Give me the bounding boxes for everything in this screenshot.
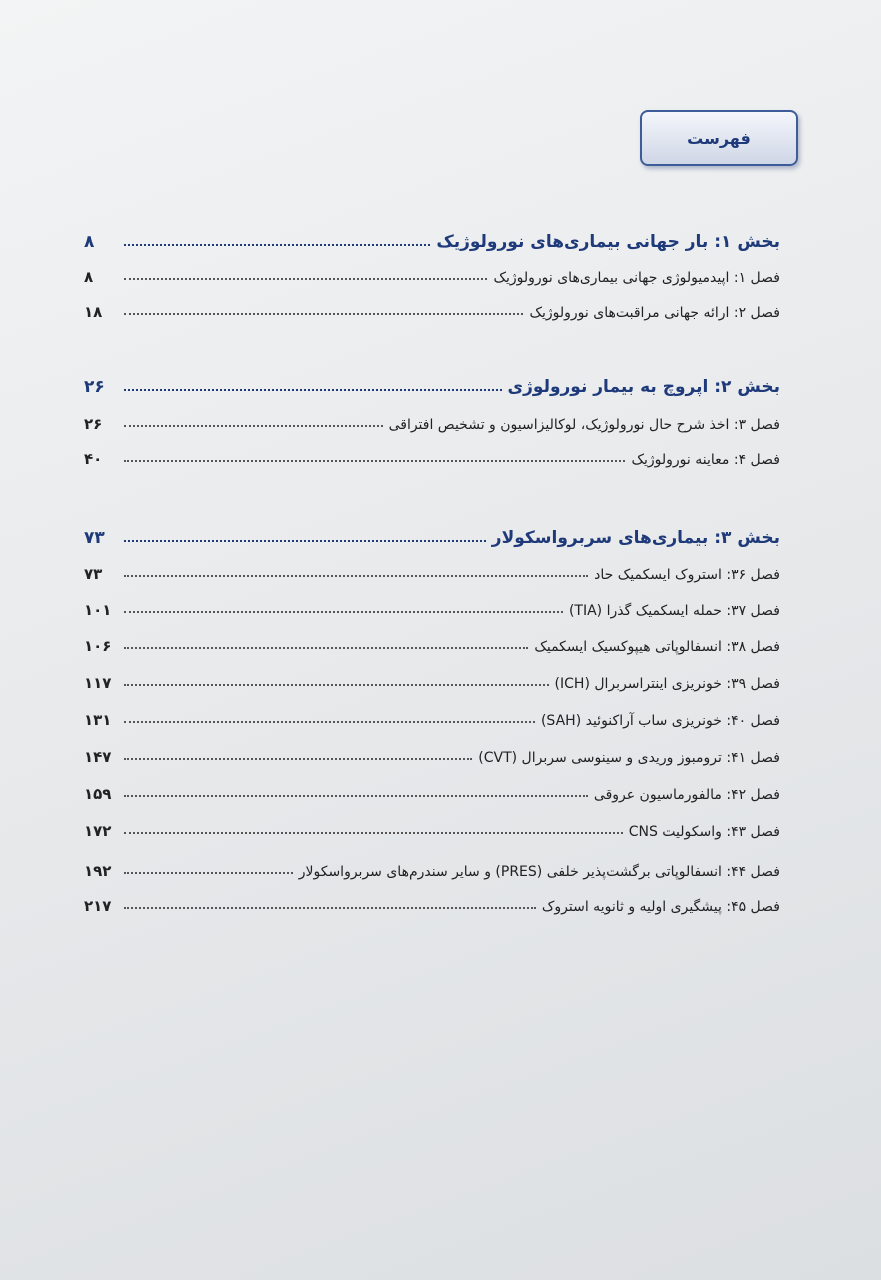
chapter-label: فصل ۴۱: ترومبوز وریدی و سینوسی سربرال (CVT) (478, 750, 780, 766)
toc-chapter[interactable] (84, 258, 780, 286)
toc-chapter[interactable] (84, 555, 780, 583)
chapter-page-number: ۷۳ (84, 565, 103, 583)
dot-leader (124, 647, 528, 649)
chapter-page-number: ۱۴۷ (84, 748, 112, 766)
chapter-page-number: ۱۳۱ (84, 711, 112, 729)
chapter-label: فصل ۴۰: خونریزی ساب آراکنوئید (SAH) (540, 713, 780, 729)
chapter-page-number: ۲۶ (84, 415, 103, 433)
dot-leader (124, 907, 536, 909)
dot-leader (124, 540, 486, 542)
part-label: بخش ۲: اپروچ به بیمار نورولوژی (507, 377, 780, 397)
toc-chapter[interactable] (84, 440, 780, 468)
dot-leader (124, 684, 549, 686)
chapter-label: فصل ۳۸: انسفالوپاتی هیپوکسیک ایسکمیک (534, 639, 780, 655)
part-label: بخش ۱: بار جهانی بیماری‌های نورولوژیک (436, 232, 780, 252)
toc-part-3[interactable] (84, 520, 780, 548)
chapter-page-number: ۱۸ (84, 303, 103, 321)
chapter-label: فصل ۴۲: مالفورماسیون عروقی (593, 787, 780, 803)
dot-leader (124, 244, 430, 246)
chapter-label: فصل ۴۵: پیشگیری اولیه و ثانویه استروک (541, 899, 780, 915)
dot-leader (124, 872, 293, 874)
toc-chapter[interactable] (84, 405, 780, 433)
toc-chapter[interactable] (84, 664, 780, 692)
chapter-label: فصل ۲: ارائه جهانی مراقبت‌های نورولوژیک (529, 305, 780, 321)
toc-chapter[interactable] (84, 852, 780, 880)
dot-leader (124, 460, 625, 462)
dot-leader (124, 832, 623, 834)
chapter-label: فصل ۴۳: واسکولیت CNS (628, 824, 780, 840)
chapter-page-number: ۱۱۷ (84, 674, 112, 692)
dot-leader (124, 313, 523, 315)
chapter-page-number: ۸ (84, 268, 94, 286)
toc-chapter[interactable] (84, 627, 780, 655)
chapter-label: فصل ۴۴: انسفالوپاتی برگشت‌پذیر خلفی (PRES) و سایر سندرم‌های سربرواسکولار (298, 864, 780, 880)
part-page-number: ۷۳ (84, 528, 105, 548)
chapter-page-number: ۱۰۶ (84, 637, 112, 655)
toc-chapter[interactable] (84, 887, 780, 915)
toc-chapter[interactable] (84, 591, 780, 619)
toc-part-1[interactable] (84, 224, 780, 252)
chapter-page-number: ۴۰ (84, 450, 103, 468)
chapter-page-number: ۱۵۹ (84, 785, 112, 803)
toc-chapter[interactable] (84, 775, 780, 803)
part-page-number: ۸ (84, 232, 95, 252)
chapter-label: فصل ۳۹: خونریزی اینتراسربرال (ICH) (554, 676, 780, 692)
chapter-page-number: ۱۰۱ (84, 601, 112, 619)
dot-leader (124, 795, 588, 797)
toc-chapter[interactable] (84, 293, 780, 321)
dot-leader (124, 575, 588, 577)
toc-chapter[interactable] (84, 701, 780, 729)
chapter-label: فصل ۱: اپیدمیولوژی جهانی بیماری‌های نورولوژیک (493, 270, 780, 286)
dot-leader (124, 758, 472, 760)
part-label: بخش ۳: بیماری‌های سربرواسکولار (491, 528, 780, 548)
chapter-page-number: ۲۱۷ (84, 897, 112, 915)
chapter-label: فصل ۳: اخذ شرح حال نورولوژیک، لوکالیزاسیون و تشخیص افتراقی (388, 417, 780, 433)
chapter-label: فصل ۴: معاینه نورولوژیک (631, 452, 780, 468)
toc-chapter[interactable] (84, 812, 780, 840)
chapter-page-number: ۱۷۲ (84, 822, 112, 840)
toc-chapter[interactable] (84, 738, 780, 766)
dot-leader (124, 721, 535, 723)
dot-leader (124, 611, 563, 613)
part-page-number: ۲۶ (84, 377, 105, 397)
dot-leader (124, 389, 502, 391)
dot-leader (124, 278, 487, 280)
chapter-page-number: ۱۹۲ (84, 862, 112, 880)
toc-title: فهرست (687, 128, 751, 148)
chapter-label: فصل ۳۶: استروک ایسکمیک حاد (594, 567, 780, 583)
dot-leader (124, 425, 383, 427)
toc-part-2[interactable] (84, 369, 780, 397)
chapter-label: فصل ۳۷: حمله ایسکمیک گذرا (TIA) (568, 603, 780, 619)
